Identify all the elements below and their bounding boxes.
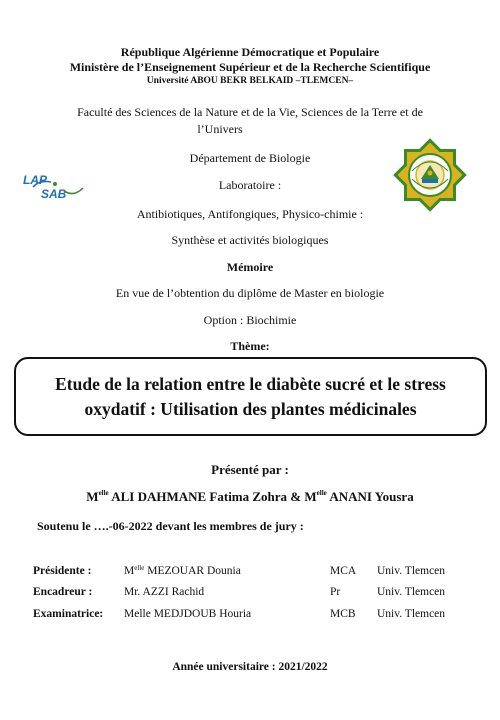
jury-university: Univ. Tlemcen <box>377 608 446 620</box>
jury-name <box>124 608 251 620</box>
author-1-name: ALI DAHMANE Fatima Zohra & M <box>108 489 317 504</box>
jury-name-text: Mr. AZZI Rachid <box>124 586 205 598</box>
thesis-title: Etude de la relation entre le diabète sucré et le stress oxydatif : Utilisation des plantes médicinales <box>55 373 446 419</box>
university-emblem-icon <box>392 137 468 213</box>
jury-row <box>0 565 500 581</box>
lapsab-logo-dot <box>53 182 57 186</box>
author-1-title-sup: elle <box>98 489 109 497</box>
ministry-heading: Ministère de l’Enseignement Supérieur et de la Recherche Scientifique <box>69 60 431 74</box>
laboratory-label: Laboratoire : <box>218 178 282 192</box>
jury-name-sup: elle <box>134 564 145 572</box>
university-heading: Université ABOU BEKR BELKAID –TLEMCEN– <box>146 76 354 86</box>
lapsab-logo-text-lap: LAP <box>23 173 47 187</box>
lapsab-logo-text-sab: SAB <box>41 187 67 201</box>
degree-purpose: En vue de l’obtention du diplôme de Master en biologie <box>115 286 385 300</box>
lapsab-logo <box>21 168 89 204</box>
author-1-prefix: M <box>86 489 99 504</box>
jury-grade: Pr <box>330 586 341 598</box>
jury-role: Présidente : <box>33 565 92 577</box>
faculty-line-1: Faculté des Sciences de la Nature et de la Vie, Sciences de la Terre et de <box>77 105 423 119</box>
jury-name-text: Melle MEDJDOUB Houria <box>124 608 252 620</box>
jury-row <box>0 586 500 602</box>
jury-name <box>124 586 204 598</box>
jury-name <box>124 565 241 577</box>
jury-university: Univ. Tlemcen <box>377 565 446 577</box>
jury-grade: MCA <box>330 565 357 577</box>
jury-university: Univ. Tlemcen <box>377 586 446 598</box>
theme-label: Thème: <box>230 339 270 353</box>
jury-name-prefix: M <box>124 565 135 577</box>
presented-by-label: Présenté par : <box>211 462 289 477</box>
laboratory-name-line-2: Synthèse et activités biologiques <box>171 233 329 247</box>
jury-row <box>0 608 500 624</box>
jury-role: Encadreur : <box>33 586 93 598</box>
department-name: Département de Biologie <box>189 151 311 165</box>
author-2-name: ANANI Yousra <box>326 489 414 504</box>
defense-date-line: Soutenu le ….-06-2022 devant les membres de jury : <box>37 519 304 533</box>
memoire-label: Mémoire <box>226 260 274 274</box>
author-2-title-sup: elle <box>316 489 327 497</box>
republic-heading: République Algérienne Démocratique et Populaire <box>120 45 380 59</box>
academic-year: Année universitaire : 2021/2022 <box>172 661 328 673</box>
authors-line <box>0 489 500 505</box>
faculty-line-2: l’Univers <box>197 122 243 136</box>
option-line: Option : Biochimie <box>203 313 297 327</box>
laboratory-name-line-1: Antibiotiques, Antifongiques, Physico-chimie : <box>136 207 364 221</box>
jury-role: Examinatrice: <box>33 608 104 620</box>
jury-name-text: MEZOUAR Dounia <box>144 565 241 577</box>
thesis-title-box <box>14 357 487 436</box>
jury-grade: MCB <box>330 608 356 620</box>
